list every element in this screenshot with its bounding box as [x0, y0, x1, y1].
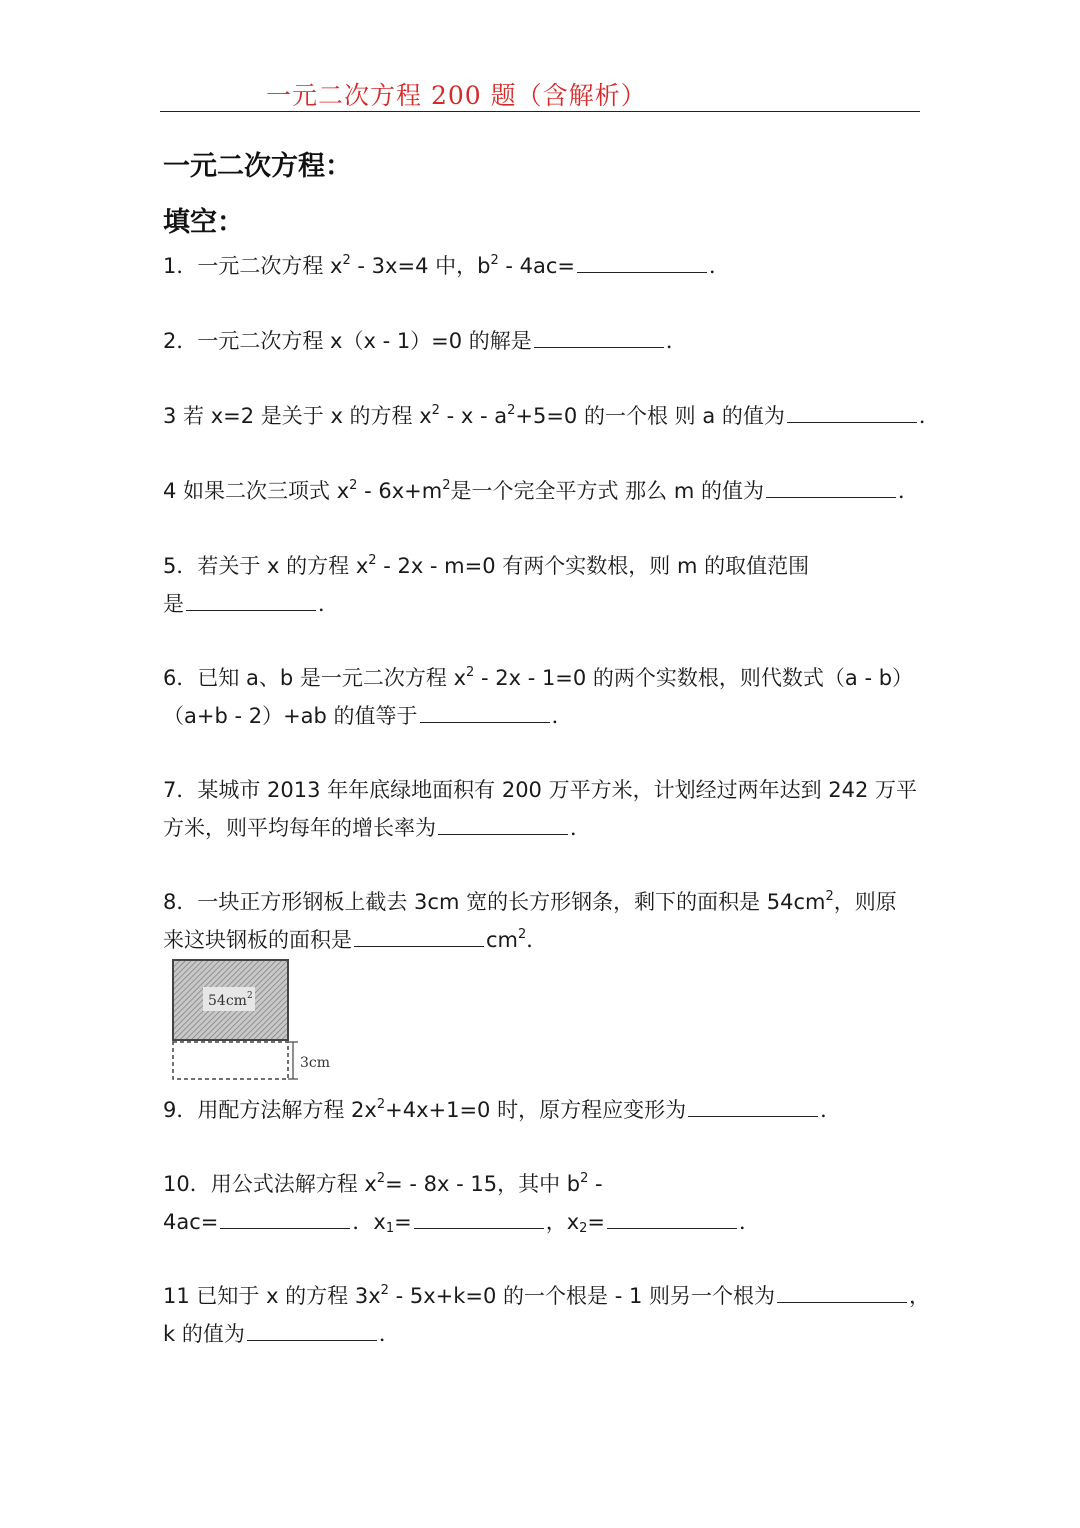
section-title-main: 一元二次方程：	[163, 151, 352, 182]
q1-exp-a: 2	[342, 253, 351, 268]
answer-blank[interactable]	[247, 1320, 377, 1341]
header-rule	[160, 111, 920, 112]
q3-text-c: +5=0 的一个根 则 a 的值为	[515, 404, 785, 428]
q10-text-h: =	[587, 1210, 606, 1234]
q10-text-d: 4ac=	[163, 1210, 219, 1234]
answer-blank[interactable]	[607, 1208, 737, 1229]
answer-blank[interactable]	[688, 1096, 818, 1117]
question-1	[163, 250, 730, 280]
q4-text-b: - 6x+m	[357, 479, 443, 503]
q11-text-a: 11 已知于 x 的方程 3x	[163, 1284, 381, 1308]
q10-exp-b: 2	[580, 1171, 589, 1186]
answer-blank[interactable]	[777, 1282, 907, 1303]
question-3	[163, 400, 940, 430]
answer-blank[interactable]	[534, 327, 664, 348]
q2-text-a: 2．一元二次方程 x（x - 1）=0 的解是	[163, 329, 532, 353]
q1-text-c: - 4ac=	[498, 254, 576, 278]
q7-text-c: ．	[570, 816, 591, 840]
q5-text-b: - 2x - m=0 有两个实数根，则 m 的取值范围	[376, 554, 810, 578]
q6-text-d: ．	[551, 704, 573, 728]
q6-text-a: 6．已知 a、b 是一元二次方程 x	[163, 666, 467, 690]
q3-text-d: ．	[918, 404, 940, 428]
question-11-line-2	[163, 1318, 400, 1348]
q8-text-d: cm	[486, 928, 519, 952]
q8-exp-a: 2	[825, 889, 834, 904]
q10-text-f: =	[394, 1210, 412, 1234]
answer-blank[interactable]	[577, 252, 707, 273]
q10-sub-2: 2	[579, 1221, 588, 1236]
q4-text-c: 是一个完全平方式 那么 m 的值为	[450, 479, 764, 503]
header-title: 一元二次方程 200 题（含解析）	[266, 81, 647, 110]
question-4	[163, 475, 919, 505]
q9-text-a: 9．用配方法解方程 2x	[163, 1098, 377, 1122]
q5-text-a: 5．若关于 x 的方程 x	[163, 554, 369, 578]
section-title-fill: 填空：	[163, 207, 244, 238]
q8-text-c: 来这块钢板的面积是	[163, 928, 352, 952]
question-5-line-1	[163, 550, 809, 580]
answer-blank[interactable]	[787, 402, 917, 423]
question-6-line-2	[163, 700, 573, 730]
q5-text-d: ．	[318, 592, 339, 616]
q11-text-e: ．	[378, 1322, 400, 1346]
q6-text-c: （a+b - 2）+ab 的值等于	[163, 704, 418, 728]
q9-exp: 2	[376, 1097, 386, 1112]
q1-text-d: ．	[709, 254, 731, 278]
answer-blank[interactable]	[220, 1208, 350, 1229]
q3-text-a: 3 若 x=2 是关于 x 的方程 x	[163, 404, 432, 428]
q10-text-e: ．x	[352, 1210, 386, 1234]
q9-text-b: +4x+1=0 时，原方程应变形为	[385, 1098, 687, 1122]
q3-text-b: - x - a	[439, 404, 508, 428]
answer-blank[interactable]	[354, 926, 484, 947]
q10-text-i: ．	[739, 1210, 761, 1234]
q10-text-g: ，x	[545, 1210, 580, 1234]
q5-exp: 2	[368, 553, 377, 568]
cut-strip-rect	[173, 1042, 288, 1079]
answer-blank[interactable]	[766, 477, 896, 498]
q2-text-b: ．	[665, 329, 687, 353]
question-7-line-1	[163, 774, 917, 804]
q5-text-c: 是	[163, 592, 184, 616]
q8-exp-b: 2	[518, 927, 527, 942]
answer-blank[interactable]	[414, 1208, 544, 1229]
q4-text-d: ．	[897, 479, 919, 503]
q11-text-b: - 5x+k=0 的一个根是 - 1 则另一个根为	[388, 1284, 775, 1308]
q3-exp-a: 2	[431, 403, 440, 418]
width-label: 3cm	[300, 1055, 331, 1071]
question-6-line-1	[163, 662, 913, 692]
q6-exp: 2	[466, 665, 475, 680]
q3-exp-b: 2	[507, 403, 516, 418]
area-label: $54cm^2$	[208, 991, 253, 1009]
question-7-line-2	[163, 812, 591, 842]
q9-text-c: ．	[820, 1098, 842, 1122]
q10-exp-a: 2	[376, 1171, 386, 1186]
answer-blank[interactable]	[420, 702, 550, 723]
question-8-line-1	[163, 886, 897, 916]
question-8-line-2	[163, 924, 547, 954]
q10-text-b: = - 8x - 15，其中 b	[385, 1172, 581, 1196]
q11-exp: 2	[380, 1283, 389, 1298]
q1-text-a: 1．一元二次方程 x	[163, 254, 343, 278]
q4-exp-a: 2	[349, 478, 358, 493]
q1-text-b: - 3x=4 中，b	[350, 254, 491, 278]
q10-text-c: -	[588, 1172, 603, 1196]
q8-text-b: ，则原	[833, 890, 897, 914]
question-9	[163, 1094, 841, 1124]
q11-text-c: ，	[909, 1284, 930, 1308]
q8-text-e: ．	[526, 928, 548, 952]
q6-text-b: - 2x - 1=0 的两个实数根，则代数式（a - b）	[474, 666, 914, 690]
question-11-line-1	[163, 1280, 930, 1310]
q10-text-a: 10．用公式法解方程 x	[163, 1172, 377, 1196]
q10-sub-1: 1	[385, 1221, 395, 1236]
q11-text-d: k 的值为	[163, 1322, 245, 1346]
steel-plate-figure	[168, 955, 338, 1087]
q1-exp-b: 2	[490, 253, 499, 268]
q4-exp-b: 2	[442, 478, 451, 493]
question-10-line-2	[163, 1206, 760, 1236]
q7-text-b: 方米，则平均每年的增长率为	[163, 816, 436, 840]
question-10-line-1	[163, 1168, 603, 1198]
q7-text-a: 7．某城市 2013 年年底绿地面积有 200 万平方米，计划经过两年达到 242 万平	[163, 778, 918, 802]
question-5-line-2	[163, 588, 339, 618]
q8-text-a: 8．一块正方形钢板上截去 3cm 宽的长方形钢条，剩下的面积是 54cm	[163, 890, 826, 914]
answer-blank[interactable]	[186, 590, 316, 611]
q4-text-a: 4 如果二次三项式 x	[163, 479, 350, 503]
question-2	[163, 325, 687, 355]
answer-blank[interactable]	[438, 814, 568, 835]
